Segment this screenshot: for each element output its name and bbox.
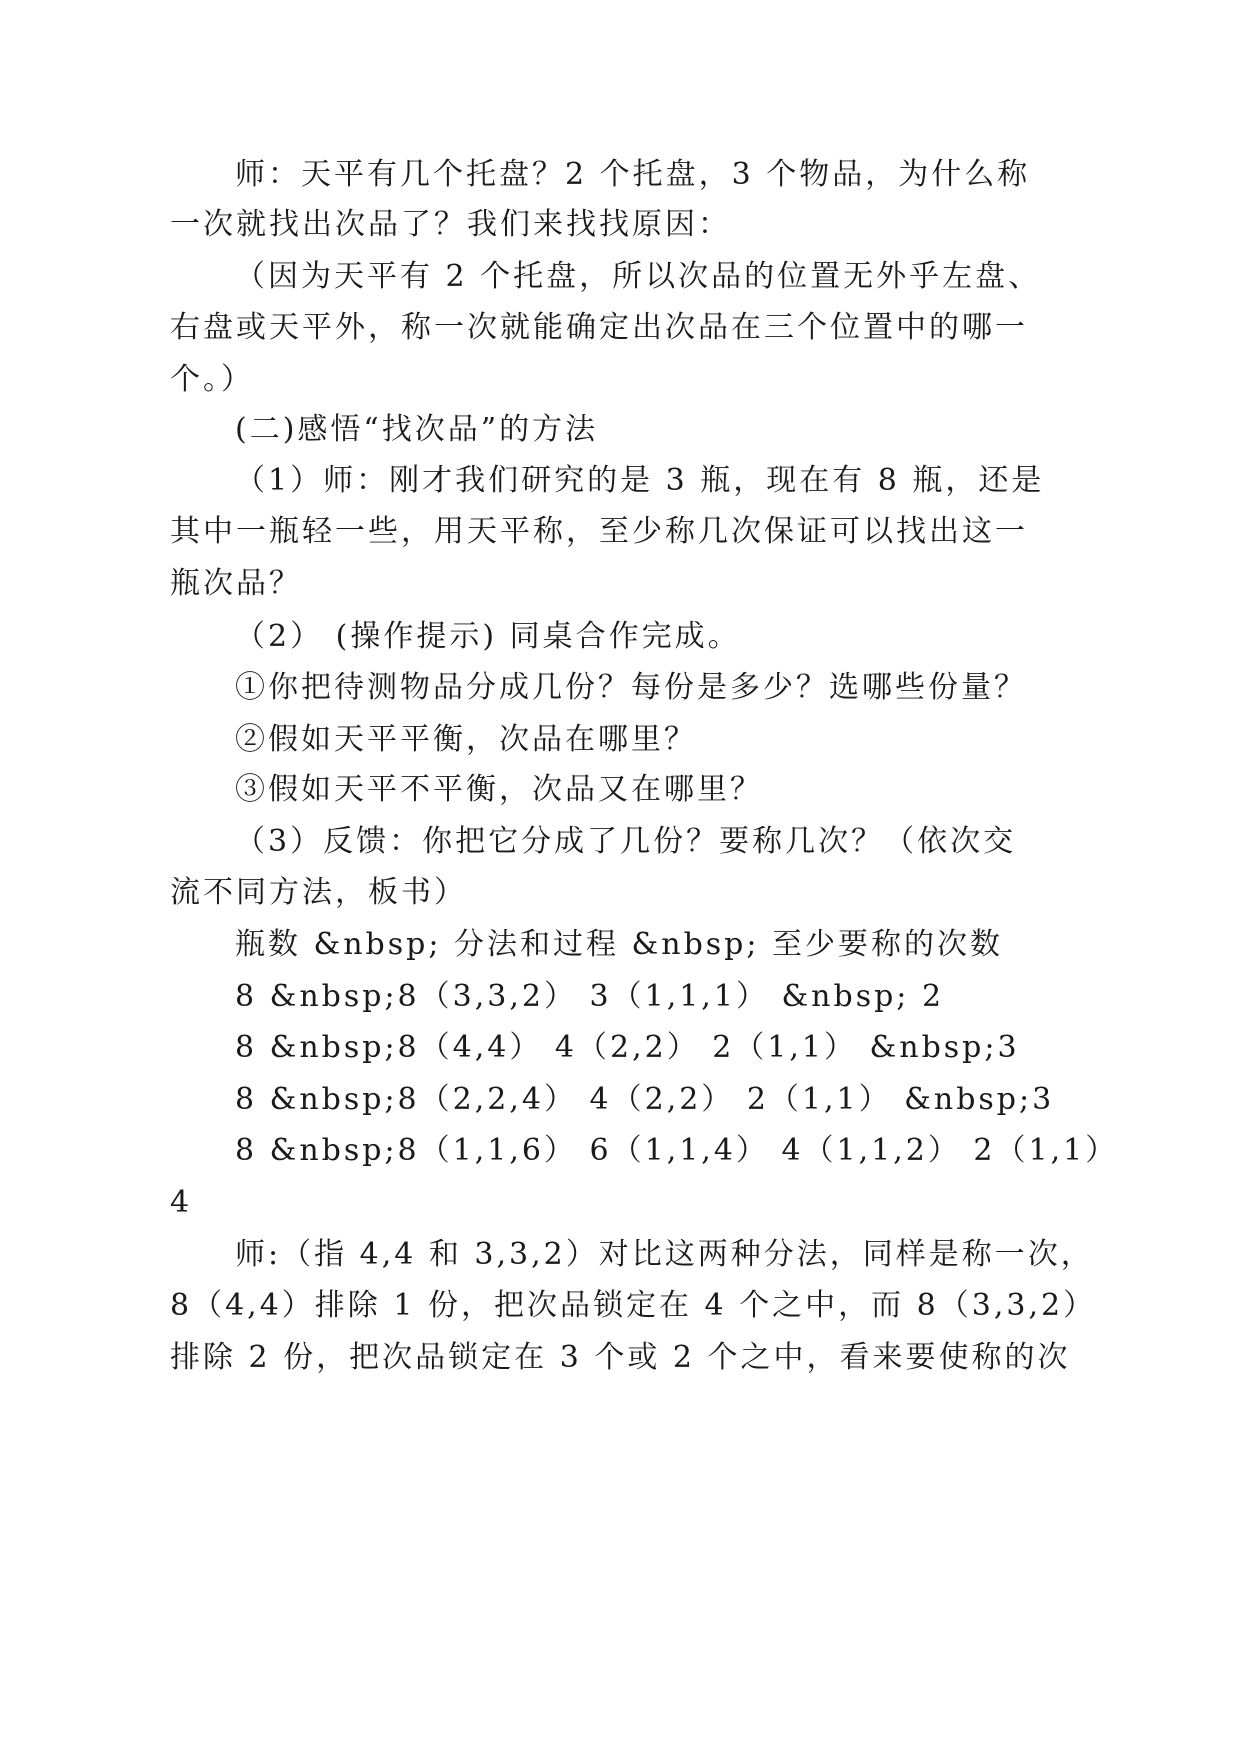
paragraph-line: 师：天平有几个托盘？2 个托盘，3 个物品，为什么称 bbox=[235, 157, 1031, 192]
paragraph-line: 其中一瓶轻一些，用天平称，至少称几次保证可以找出这一 bbox=[170, 514, 1028, 549]
list-item: ③假如天平不平衡，次品又在哪里？ bbox=[235, 772, 763, 807]
table-row-line: 8 &nbsp;8（3,3,2） 3（1,1,1） &nbsp; 2 bbox=[235, 979, 945, 1014]
paragraph-line: 师:（指 4,4 和 3,3,2）对比这两种分法，同样是称一次， bbox=[235, 1237, 1094, 1272]
table-row-line: 8 &nbsp;8（4,4） 4（2,2） 2（1,1） &nbsp;3 bbox=[235, 1030, 1020, 1065]
paragraph-line: （3）反馈：你把它分成了几份？要称几次？（依次交 bbox=[235, 824, 1017, 859]
paragraph-line: 瓶次品？ bbox=[170, 566, 302, 601]
paragraph-line: 8（4,4）排除 1 份，把次品锁定在 4 个之中，而 8（3,3,2） bbox=[170, 1288, 1097, 1323]
paragraph-line: 右盘或天平外，称一次就能确定出次品在三个位置中的哪一 bbox=[170, 310, 1028, 345]
paragraph-line: 一次就找出次品了？我们来找找原因： bbox=[170, 207, 731, 242]
section-heading: (二)感悟“找次品”的方法 bbox=[235, 412, 599, 447]
paragraph-line: （2） (操作提示) 同桌合作完成。 bbox=[235, 619, 741, 654]
paragraph-line: 排除 2 份，把次品锁定在 3 个或 2 个之中，看来要使称的次 bbox=[170, 1340, 1071, 1375]
paragraph-line: 流不同方法，板书） bbox=[170, 875, 467, 910]
list-item: ①你把待测物品分成几份？每份是多少？选哪些份量？ bbox=[235, 670, 1027, 705]
paragraph-line: （因为天平有 2 个托盘，所以次品的位置无外乎左盘、 bbox=[235, 259, 1042, 294]
list-item: ②假如天平平衡，次品在哪里？ bbox=[235, 722, 697, 757]
paragraph-line: （1）师：刚才我们研究的是 3 瓶，现在有 8 瓶，还是 bbox=[235, 463, 1045, 498]
table-row-line: 4 bbox=[170, 1185, 193, 1220]
table-row-line: 8 &nbsp;8（2,2,4） 4（2,2） 2（1,1） &nbsp;3 bbox=[235, 1082, 1055, 1117]
paragraph-line: 个。） bbox=[170, 362, 254, 397]
table-row-line: 8 &nbsp;8（1,1,6） 6（1,1,4） 4（1,1,2） 2（1,1） bbox=[235, 1133, 1119, 1168]
table-header-line: 瓶数 &nbsp; 分法和过程 &nbsp; 至少要称的次数 bbox=[235, 927, 1004, 962]
